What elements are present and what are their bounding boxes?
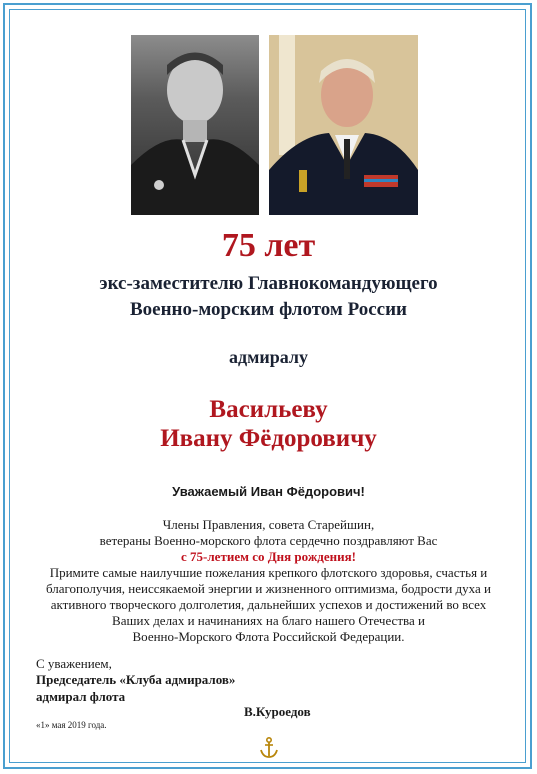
letter-line: активного творческого долголетия, дальнейших успехов и достижений во всех — [50, 597, 487, 612]
anchor-icon — [257, 736, 281, 760]
letter-line: Военно-Морского Флота Российской Федерации. — [132, 629, 405, 644]
letter-line: Члены Правления, совета Старейшин, — [162, 517, 375, 532]
admiral-photo — [269, 35, 418, 215]
letter-line: благополучия, неиссякаемой энергии и жизненного оптимизма, бодрости духа и — [46, 581, 491, 596]
signature-name: В.Куроедов — [244, 704, 311, 719]
page-frame-inner — [9, 9, 526, 763]
signature-position: Председатель «Клуба адмиралов» — [36, 672, 236, 687]
position-line-1: экс-заместителю Главнокомандующего — [99, 273, 438, 294]
letter-line: Примите самые наилучшие пожелания крепкого флотского здоровья, счастья и — [49, 565, 488, 580]
letter-line: Ваших делах и начинаниях на благо нашего Отечества и — [112, 613, 425, 628]
greeting-line: Уважаемый Иван Фёдорович! — [172, 484, 365, 499]
birthday-highlight: с 75-летием со Дня рождения! — [181, 549, 356, 564]
anniversary-title: 75 лет — [221, 227, 316, 264]
page-frame — [3, 3, 532, 769]
signature-regards: С уважением, — [36, 656, 112, 671]
signature-rank: адмирал флота — [36, 689, 126, 704]
document-date: «1» мая 2019 года. — [36, 720, 107, 730]
position-line-2: Военно-морским флотом России — [130, 299, 407, 320]
recipient-given-names: Ивану Фёдоровичу — [160, 425, 377, 452]
letter-line: ветераны Военно-морского флота сердечно поздравляют Вас — [99, 533, 438, 548]
rank-heading: адмиралу — [228, 347, 308, 367]
recipient-surname: Васильеву — [209, 396, 328, 423]
young-sailor-photo — [131, 35, 259, 215]
